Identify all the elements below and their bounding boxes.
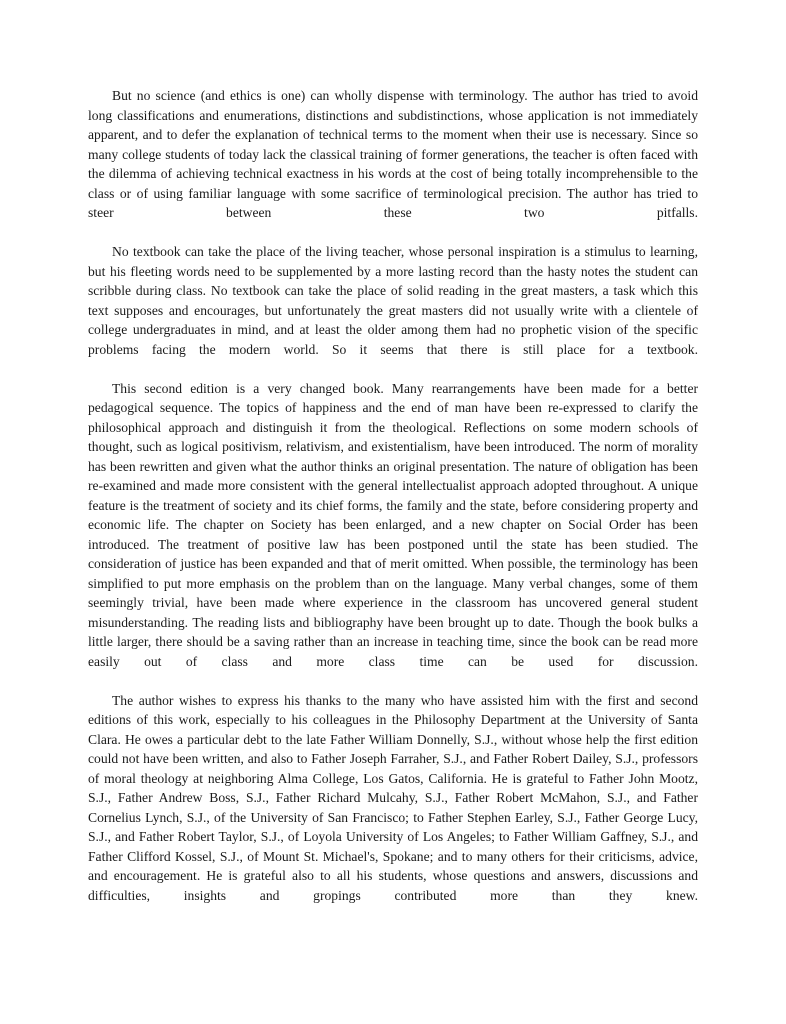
paragraph-terminology: But no science (and ethics is one) can wholly dispense with terminology. The author has tried to avoid long classifications and enumerations, distinctions and subdistinctions, whose application is not immediately apparent, and to defer the explanation of technical terms to the moment when their use is necessary. Since so many college students of today lack the classical training of former generations, the teacher is often faced with the dilemma of achieving technical exactness in his words at the cost of being totally incomprehensible to the class or of using familiar language with some sacrifice of terminological precision. The author has tried to steer between these two pitfalls. (88, 88, 698, 220)
paragraph-textbook: No textbook can take the place of the living teacher, whose personal inspiration is a stimulus to learning, but his fleeting words need to be supplemented by a more lasting record than the hasty notes the student can scribble during class. No textbook can take the place of solid reading in the great masters, a task which this text supposes and encourages, but unfortunately the great masters did not usually write with a clientele of college undergraduates in mind, and at least the older among them had no prophetic vision of the specific problems facing the modern world. So it seems that there is still place for a textbook. (88, 244, 698, 357)
paragraph-acknowledgments: The author wishes to express his thanks to the many who have assisted him with the first and second editions of this work, especially to his colleagues in the Philosophy Department at the University of Santa Clara. He owes a particular debt to the late Father William Donnelly, S.J., without whose help the first edition could not have been written, and also to Father Joseph Farraher, S.J., and Father Robert Dailey, S.J., professors of moral theology at neighboring Alma College, Los Gatos, California. He is grateful to Father John Mootz, S.J., Father Andrew Boss, S.J., Father Richard Mulcahy, S.J., Father Robert McMahon, S.J., and Father Cornelius Lynch, S.J., of the University of San Francisco; to Father Stephen Earley, S.J., Father George Lucy, S.J., and Father Robert Taylor, S.J., of Loyola University of Los Angeles; to Father William Gaffney, S.J., and Father Clifford Kossel, S.J., of Mount St. Michael's, Spokane; and to many others for their criticisms, advice, and encouragement. He is grateful also to all his students, whose questions and answers, discussions and difficulties, insights and gropings contributed more than they knew. (88, 692, 698, 903)
paragraph-second-edition: This second edition is a very changed book. Many rearrangements have been made for a better pedagogical sequence. The topics of happiness and the end of man have been re-expressed to clarify the philosophical approach and distinguish it from the theological. Reflections on some modern schools of thought, such as logical positivism, relativism, and existentialism, have been introduced. The norm of morality has been rewritten and given what the author thinks an original presentation. The nature of obligation has been re-examined and made more consistent with the general intellectualist approach adopted throughout. A unique feature is the treatment of society and its chief forms, the family and the state, before considering property and economic life. The chapter on Society has been enlarged, and a new chapter on Social Order has been introduced. The treatment of positive law has been postponed until the state has been studied. The consideration of justice has been expanded and that of merit omitted. When possible, the terminology has been simplified to put more emphasis on the problem than on the language. Many verbal changes, some of them seemingly trivial, have been made where experience in the classroom has uncovered general student misunderstanding. The reading lists and bibliography have been brought up to date. Though the book bulks a little larger, there should be a saving rather than an increase in teaching time, since the book can be read more easily out of class and more class time can be used for discussion. (88, 380, 698, 669)
body-text-column (88, 86, 698, 925)
